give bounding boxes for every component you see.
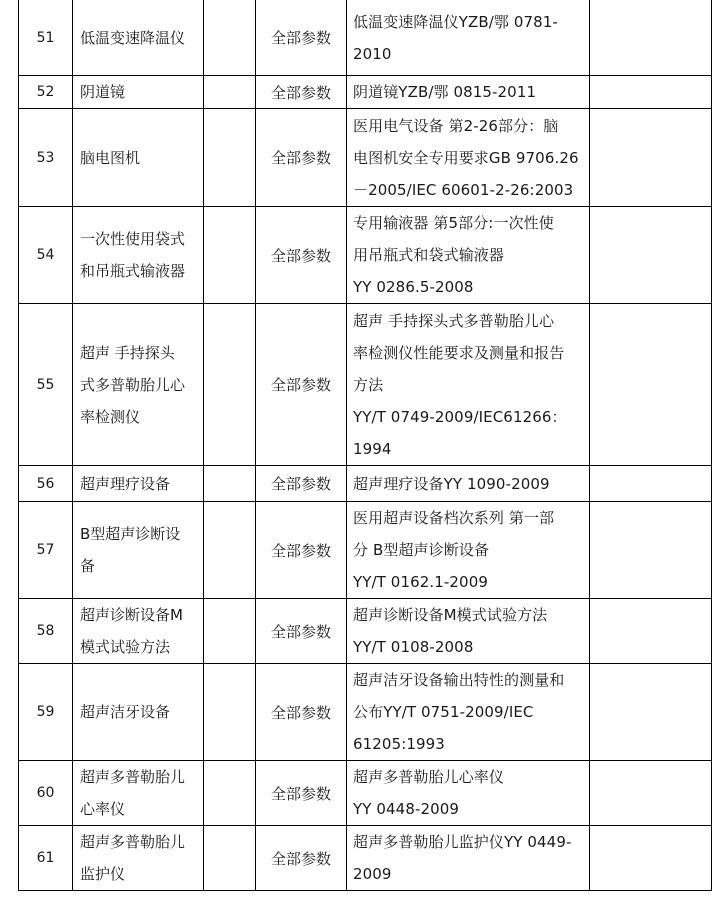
standard-line: 超声诊断设备M模式试验方法	[353, 606, 548, 624]
table-row	[19, 0, 712, 76]
empty-cell	[204, 304, 256, 466]
row-number: 55	[19, 304, 73, 466]
table-row	[19, 826, 712, 891]
table-row	[19, 502, 712, 599]
standard-line: 61205:1993	[353, 735, 445, 753]
table-row	[19, 599, 712, 664]
test-scope: 全部参数	[256, 599, 347, 664]
product-name	[73, 761, 204, 826]
product-name	[73, 664, 204, 761]
standard-line: 用吊瓶式和袋式输液器	[353, 246, 505, 264]
standard-line: 分 B型超声诊断设备	[353, 541, 490, 559]
product-name-line: 监护仪	[80, 865, 126, 883]
product-name-line: 一次性使用袋式	[80, 230, 186, 248]
product-name-line: 备	[80, 557, 96, 575]
empty-cell	[204, 466, 256, 502]
standard-line: 超声理疗设备YY 1090-2009	[353, 474, 550, 493]
standard-reference	[347, 0, 590, 76]
product-name	[73, 599, 204, 664]
standard-line: 1994	[353, 439, 392, 458]
empty-cell	[204, 826, 256, 891]
empty-cell	[204, 502, 256, 599]
row-number: 51	[19, 0, 73, 76]
table-row	[19, 761, 712, 826]
test-scope: 全部参数	[256, 664, 347, 761]
empty-cell	[590, 761, 712, 826]
product-name-line: 式多普勒胎儿心	[80, 375, 186, 394]
standard-reference	[347, 502, 590, 599]
row-number: 57	[19, 502, 73, 599]
standard-line: 医用超声设备档次系列 第一部	[353, 509, 555, 527]
table-body	[19, 0, 712, 891]
table-row	[19, 109, 712, 207]
empty-cell	[204, 761, 256, 826]
standard-reference	[347, 109, 590, 207]
row-number: 56	[19, 466, 73, 502]
row-number: 52	[19, 76, 73, 109]
empty-cell	[590, 664, 712, 761]
test-scope: 全部参数	[256, 466, 347, 502]
product-name-line: 超声多普勒胎儿	[80, 833, 186, 851]
empty-cell	[204, 599, 256, 664]
standard-reference	[347, 761, 590, 826]
standard-line: 2010	[353, 44, 392, 63]
standard-line: 超声多普勒胎儿监护仪YY 0449-	[353, 833, 572, 851]
empty-cell	[204, 0, 256, 76]
standard-line: YY/T 0108-2008	[353, 638, 474, 656]
standard-line: 低温变速降温仪YZB/鄂 0781-	[353, 12, 558, 31]
empty-cell	[204, 207, 256, 304]
product-name-line: 率检测仪	[80, 407, 141, 426]
product-name-line: 脑电图机	[80, 148, 141, 167]
test-scope: 全部参数	[256, 109, 347, 207]
product-name	[73, 76, 204, 109]
test-scope: 全部参数	[256, 826, 347, 891]
table-row	[19, 664, 712, 761]
standard-reference	[347, 599, 590, 664]
empty-cell	[204, 76, 256, 109]
standard-reference	[347, 207, 590, 304]
standard-line: YY/T 0749-2009/IEC61266：	[353, 407, 567, 426]
standard-line: －2005/IEC 60601-2-26:2003	[353, 180, 574, 199]
standard-reference	[347, 826, 590, 891]
product-name	[73, 207, 204, 304]
product-name-line: 超声洁牙设备	[80, 703, 171, 721]
standard-line: YY 0286.5-2008	[353, 278, 474, 296]
row-number: 59	[19, 664, 73, 761]
product-name-line: 模式试验方法	[80, 638, 171, 656]
empty-cell	[590, 502, 712, 599]
standard-line: 医用电气设备 第2-26部分：脑	[353, 116, 559, 135]
test-scope: 全部参数	[256, 761, 347, 826]
empty-cell	[590, 599, 712, 664]
product-name	[73, 109, 204, 207]
standards-table	[18, 0, 712, 891]
empty-cell	[590, 304, 712, 466]
empty-cell	[204, 109, 256, 207]
product-name	[73, 0, 204, 76]
empty-cell	[590, 207, 712, 304]
empty-cell	[590, 109, 712, 207]
standard-line: 电图机安全专用要求GB 9706.26	[353, 148, 579, 167]
table-row	[19, 207, 712, 304]
empty-cell	[204, 664, 256, 761]
product-name	[73, 826, 204, 891]
standard-line: 超声多普勒胎儿心率仪	[353, 768, 505, 786]
product-name-line: B型超声诊断设	[80, 525, 181, 543]
standard-line: 率检测仪性能要求及测量和报告	[353, 343, 565, 362]
standard-line: YY/T 0162.1-2009	[353, 573, 488, 591]
standard-line: 方法	[353, 375, 384, 394]
standard-reference	[347, 664, 590, 761]
product-name-line: 超声理疗设备	[80, 474, 171, 493]
standard-reference	[347, 304, 590, 466]
product-name-line: 超声多普勒胎儿	[80, 768, 186, 786]
row-number: 61	[19, 826, 73, 891]
product-name-line: 超声诊断设备M	[80, 606, 183, 624]
row-number: 53	[19, 109, 73, 207]
test-scope: 全部参数	[256, 0, 347, 76]
empty-cell	[590, 76, 712, 109]
table-row	[19, 466, 712, 502]
table-row	[19, 304, 712, 466]
product-name	[73, 502, 204, 599]
standard-line: YY 0448-2009	[353, 800, 460, 818]
product-name-line: 超声 手持探头	[80, 343, 175, 362]
test-scope: 全部参数	[256, 76, 347, 109]
row-number: 58	[19, 599, 73, 664]
table-row	[19, 76, 712, 109]
standard-line: 阴道镜YZB/鄂 0815-2011	[353, 83, 537, 101]
product-name	[73, 466, 204, 502]
product-name	[73, 304, 204, 466]
empty-cell	[590, 466, 712, 502]
standard-line: 专用输液器 第5部分:一次性使	[353, 214, 554, 232]
empty-cell	[590, 0, 712, 76]
empty-cell	[590, 826, 712, 891]
row-number: 60	[19, 761, 73, 826]
standard-line: 超声 手持探头式多普勒胎儿心	[353, 311, 555, 330]
product-name-line: 心率仪	[80, 800, 126, 818]
product-name-line: 和吊瓶式输液器	[80, 262, 186, 280]
test-scope: 全部参数	[256, 207, 347, 304]
standard-line: 超声洁牙设备输出特性的测量和	[353, 671, 565, 689]
standard-line: 2009	[353, 865, 392, 883]
test-scope: 全部参数	[256, 304, 347, 466]
standard-reference	[347, 76, 590, 109]
standard-reference	[347, 466, 590, 502]
test-scope: 全部参数	[256, 502, 347, 599]
standard-line: 公布YY/T 0751-2009/IEC	[353, 703, 534, 721]
product-name-line: 低温变速降温仪	[80, 28, 186, 47]
product-name-line: 阴道镜	[80, 83, 126, 101]
row-number: 54	[19, 207, 73, 304]
